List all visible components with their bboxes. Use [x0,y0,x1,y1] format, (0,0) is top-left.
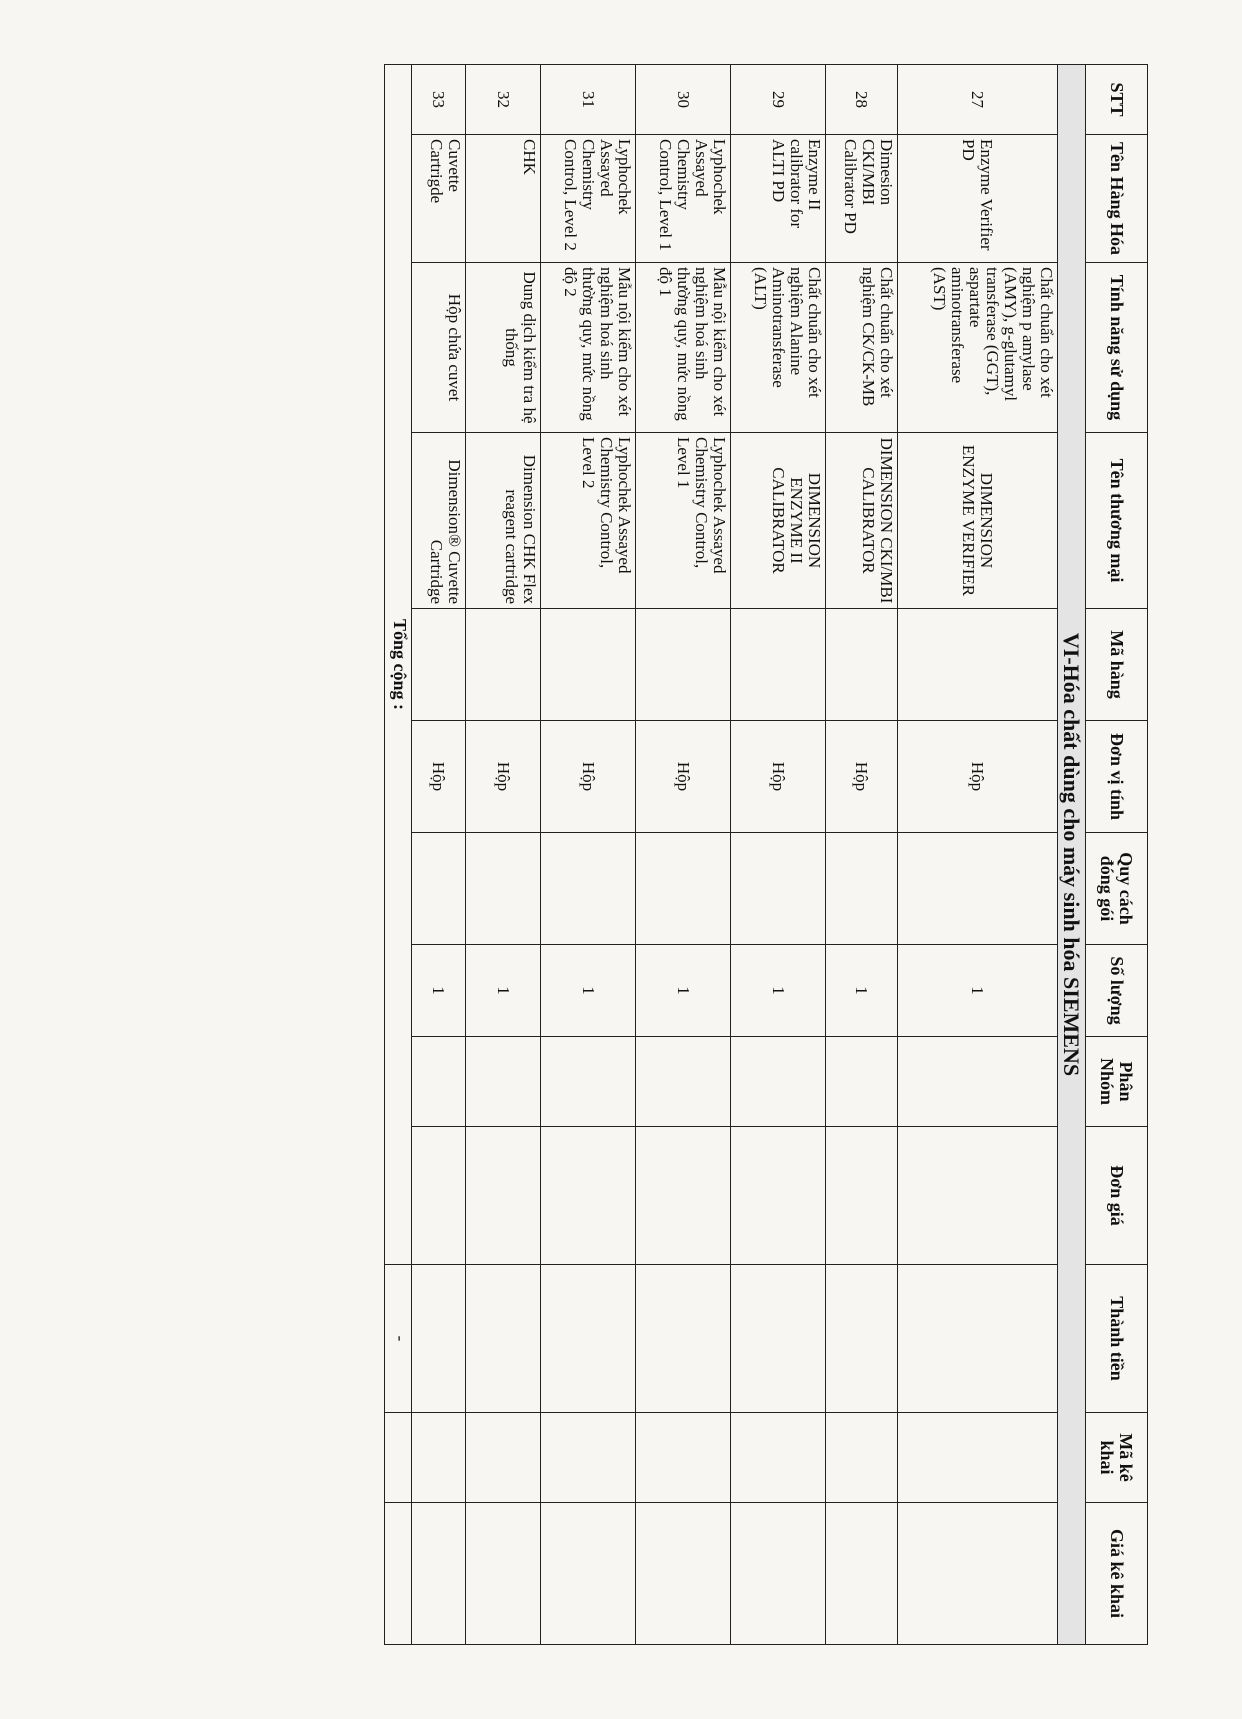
cell-thanh-tien [825,1265,897,1413]
total-thanh-tien: - [384,1265,411,1413]
cell-don-vi-tinh: Hộp [540,721,635,833]
cell-ten-thuong-mai: Dimension CHK Flex reagent cartridge [465,433,540,609]
cell-stt: 29 [730,65,825,135]
col-ma-ke-khai: Mã kê khai [1086,1413,1148,1503]
cell-quy-cach [411,833,465,945]
cell-ma-hang [635,609,730,721]
cell-gia-ke-khai [730,1503,825,1645]
cell-ten-thuong-mai: DIMENSION CKI/MBI CALIBRATOR [825,433,897,609]
cell-tinh-nang: Chất chuẩn cho xét nghiệm CK/CK-MB [825,263,897,433]
cell-don-gia [540,1127,635,1265]
col-ma-hang: Mã hàng [1086,609,1148,721]
cell-ma-hang [465,609,540,721]
cell-ma-ke-khai [825,1413,897,1503]
chemical-price-table [384,64,1148,1645]
cell-ma-hang [411,609,465,721]
cell-gia-ke-khai [897,1503,1057,1645]
cell-stt: 32 [465,65,540,135]
cell-thanh-tien [635,1265,730,1413]
cell-phan-nhom [635,1037,730,1127]
cell-ten-thuong-mai: Lyphochek Assayed Chemistry Control, Level 2 [540,433,635,609]
cell-gia-ke-khai [465,1503,540,1645]
cell-gia-ke-khai [540,1503,635,1645]
cell-don-vi-tinh: Hộp [825,721,897,833]
total-ma-ke-khai [384,1413,411,1503]
cell-quy-cach [897,833,1057,945]
cell-tinh-nang: Mẫu nội kiểm cho xét nghiệm hoá sinh thường quy, mức nồng độ 2 [540,263,635,433]
cell-ma-hang [897,609,1057,721]
total-label: Tổng cộng : [384,65,411,1265]
cell-ten-hang-hoa: Dimesion CKI/MBI Calibrator PD [825,135,897,263]
section-row [1057,65,1085,1645]
col-stt: STT [1086,65,1148,135]
col-don-vi-tinh: Đơn vị tính [1086,721,1148,833]
col-gia-ke-khai: Giá kê khai [1086,1503,1148,1645]
cell-quy-cach [540,833,635,945]
cell-thanh-tien [897,1265,1057,1413]
cell-don-gia [730,1127,825,1265]
table-row [825,65,897,1645]
section-title: VI-Hóa chất dùng cho máy sinh hóa SIEMENS [1057,65,1085,1645]
col-so-luong: Số lượng [1086,945,1148,1037]
cell-stt: 31 [540,65,635,135]
cell-so-luong: 1 [540,945,635,1037]
cell-thanh-tien [465,1265,540,1413]
cell-quy-cach [730,833,825,945]
col-thanh-tien: Thành tiền [1086,1265,1148,1413]
table-row [465,65,540,1645]
cell-gia-ke-khai [825,1503,897,1645]
table-row [411,65,465,1645]
cell-phan-nhom [411,1037,465,1127]
cell-phan-nhom [540,1037,635,1127]
cell-ma-hang [540,609,635,721]
col-ten-hang-hoa: Tên Hàng Hóa [1086,135,1148,263]
cell-ten-thuong-mai: Lyphochek Assayed Chemistry Control, Level 1 [635,433,730,609]
cell-so-luong: 1 [411,945,465,1037]
cell-ten-hang-hoa: Enzyme II calibrator for ALTI PD [730,135,825,263]
cell-ma-ke-khai [730,1413,825,1503]
cell-gia-ke-khai [635,1503,730,1645]
cell-ma-ke-khai [897,1413,1057,1503]
col-tinh-nang: Tính năng sử dụng [1086,263,1148,433]
cell-so-luong: 1 [730,945,825,1037]
cell-don-vi-tinh: Hộp [897,721,1057,833]
cell-ma-hang [825,609,897,721]
cell-so-luong: 1 [465,945,540,1037]
cell-tinh-nang: Chất chuẩn cho xét nghiệm Alanine Aminotransferase (ALT) [730,263,825,433]
cell-thanh-tien [730,1265,825,1413]
cell-quy-cach [465,833,540,945]
cell-tinh-nang: Chất chuẩn cho xét nghiệm p amylase (AMY), g-glutamyl transferase (GGT), aspartate aminotransferase (AST) [897,263,1057,433]
cell-ten-thuong-mai: Dimension® Cuvette Cartridge [411,433,465,609]
cell-phan-nhom [825,1037,897,1127]
cell-don-gia [897,1127,1057,1265]
cell-quy-cach [635,833,730,945]
cell-phan-nhom [897,1037,1057,1127]
cell-phan-nhom [730,1037,825,1127]
cell-don-vi-tinh: Hộp [730,721,825,833]
total-row [384,65,411,1645]
table-row [540,65,635,1645]
cell-ten-hang-hoa: CHK [465,135,540,263]
cell-ma-ke-khai [635,1413,730,1503]
cell-don-gia [825,1127,897,1265]
cell-tinh-nang: Mẫu nội kiểm cho xét nghiệm hoá sinh thường quy, mức nồng độ 1 [635,263,730,433]
cell-don-vi-tinh: Hộp [411,721,465,833]
cell-gia-ke-khai [411,1503,465,1645]
cell-stt: 28 [825,65,897,135]
cell-stt: 33 [411,65,465,135]
cell-don-gia [465,1127,540,1265]
table-row [635,65,730,1645]
cell-tinh-nang: Hộp chứa cuvet [411,263,465,433]
cell-don-vi-tinh: Hộp [465,721,540,833]
cell-tinh-nang: Dung dịch kiểm tra hệ thống [465,263,540,433]
total-gia-ke-khai [384,1503,411,1645]
rotated-table-container [362,64,1148,1644]
cell-phan-nhom [465,1037,540,1127]
col-phan-nhom: Phân Nhóm [1086,1037,1148,1127]
cell-ma-ke-khai [540,1413,635,1503]
cell-quy-cach [825,833,897,945]
cell-ma-ke-khai [465,1413,540,1503]
cell-so-luong: 1 [897,945,1057,1037]
cell-don-gia [411,1127,465,1265]
cell-don-gia [635,1127,730,1265]
cell-ma-ke-khai [411,1413,465,1503]
table-row [730,65,825,1645]
cell-ten-thuong-mai: DIMENSION ENZYME VERIFIER [897,433,1057,609]
cell-ten-thuong-mai: DIMENSION ENZYME II CALIBRATOR [730,433,825,609]
cell-thanh-tien [411,1265,465,1413]
col-don-gia: Đơn giá [1086,1127,1148,1265]
cell-so-luong: 1 [635,945,730,1037]
cell-ten-hang-hoa: Enzyme Verifier PD [897,135,1057,263]
cell-stt: 30 [635,65,730,135]
col-ten-thuong-mai: Tên thương mại [1086,433,1148,609]
header-row [1086,65,1148,1645]
cell-ma-hang [730,609,825,721]
cell-thanh-tien [540,1265,635,1413]
col-quy-cach: Quy cách đóng gói [1086,833,1148,945]
cell-ten-hang-hoa: Lyphochek Assayed Chemistry Control, Level 1 [635,135,730,263]
cell-don-vi-tinh: Hộp [635,721,730,833]
table-row [897,65,1057,1645]
cell-so-luong: 1 [825,945,897,1037]
cell-ten-hang-hoa: Cuvette Cartrigde [411,135,465,263]
cell-ten-hang-hoa: Lyphochek Assayed Chemistry Control, Level 2 [540,135,635,263]
cell-stt: 27 [897,65,1057,135]
